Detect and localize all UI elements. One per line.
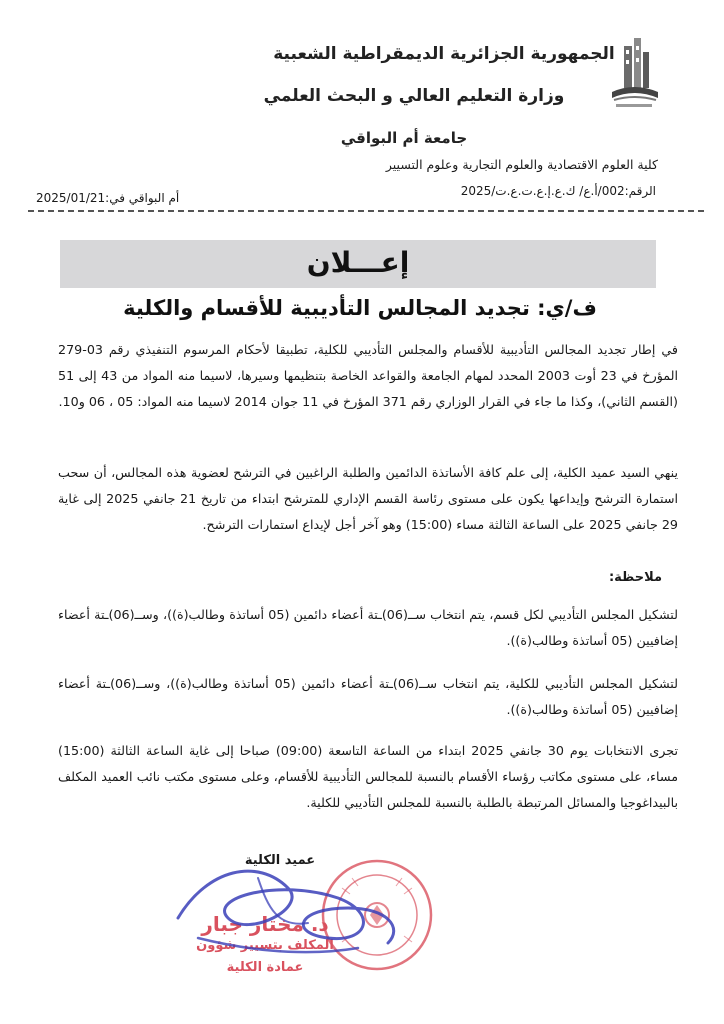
stamp-role: المكلف بتسيير شؤون: [196, 938, 334, 953]
header-divider: [28, 210, 704, 212]
stamp-unit: عمادة الكلية: [226, 960, 304, 975]
announcement-subject: ف/ي: تجديد المجالس التأديبية للأقسام والكلية: [123, 296, 597, 320]
place-date: أم البواقي في:2025/01/21: [36, 191, 180, 205]
dean-title: عميد الكلية: [244, 853, 316, 868]
university-name: جامعة أم البواقي: [340, 129, 468, 147]
paragraph-candidacy: ينهي السيد عميد الكلية، إلى علم كافة الأساتذة الدائمين والطلبة الراغبين في الترشح لعضوية هذه المجالس، أن سحب استمارة الترشح وإيداعها يكون على مستوى رئاسة القسم الإداري للمترشح ابتداء من تاريخ 21 جانفي 2025 إلى غاية 29 جانفي 2025 على الساعة الثالثة مساء (15:00) وهو آخر أجل لإيداع استمارات الترشح.: [58, 465, 678, 532]
stamp-name: د. مختار جبار: [201, 912, 329, 936]
announcement-title: إعـــلان: [306, 246, 410, 279]
paragraph-department-council: لتشكيل المجلس التأديبي لكل قسم، يتم انتخاب ســ(06)ـتة أعضاء دائمين (05 أساتذة وطالب(ة))، وســ(06)ـتة أعضاء إضافيين (05 أساتذة وطالب(ة)).: [58, 607, 678, 648]
paragraph-elections: تجرى الانتخابات يوم 30 جانفي 2025 ابتداء من الساعة التاسعة (09:00) صباحا إلى غاية الساعة الثالثة (15:00) مساء، على مستوى مكاتب رؤساء الأقسام بالنسبة للمجالس التأديبية للأقسام، وعلى مستوى مكتب نائب العميد المكلف بالبيداغوجيا والمسائل المرتبطة بالطلبة بالنسبة للمجلس التأديبي للكلية.: [58, 743, 678, 810]
reference-number: الرقم:002/أ.ع/ ك.ع.إ.ع.ت.ع.ت/2025: [460, 184, 656, 198]
paragraph-legal-basis: في إطار تجديد المجالس التأديبية للأقسام والمجلس التأديبي للكلية، تطبيقا لأحكام المرسوم التنفيذي رقم 03-279 المؤرخ في 23 أوت 2003 المحدد لمهام الجامعة والقواعد الخاصة بتنظيمها وسيرها، لاسيما منه المواد من 43 إلى 51 (القسم الثاني)، وكذا ما جاء في القرار الوزاري رقم 371 المؤرخ في 11 جوان 2014 لاسيما منه المواد: 05 ، 06 و10.: [58, 342, 678, 409]
note-label: ملاحظة:: [608, 570, 662, 585]
republic-name: الجمهورية الجزائرية الديمقراطية الشعبية: [273, 44, 615, 64]
ministry-name: وزارة التعليم العالي و البحث العلمي: [263, 86, 565, 106]
faculty-name: كلية العلوم الاقتصادية والعلوم التجارية وعلوم التسيير: [385, 157, 658, 172]
paragraph-faculty-council: لتشكيل المجلس التأديبي للكلية، يتم انتخاب ســ(06)ـتة أعضاء دائمين (05 أساتذة وطالب(ة))، وســ(06)ـتة أعضاء إضافيين (05 أساتذة وطالب(ة)).: [58, 676, 678, 717]
handwritten-signature-icon: [138, 848, 418, 988]
